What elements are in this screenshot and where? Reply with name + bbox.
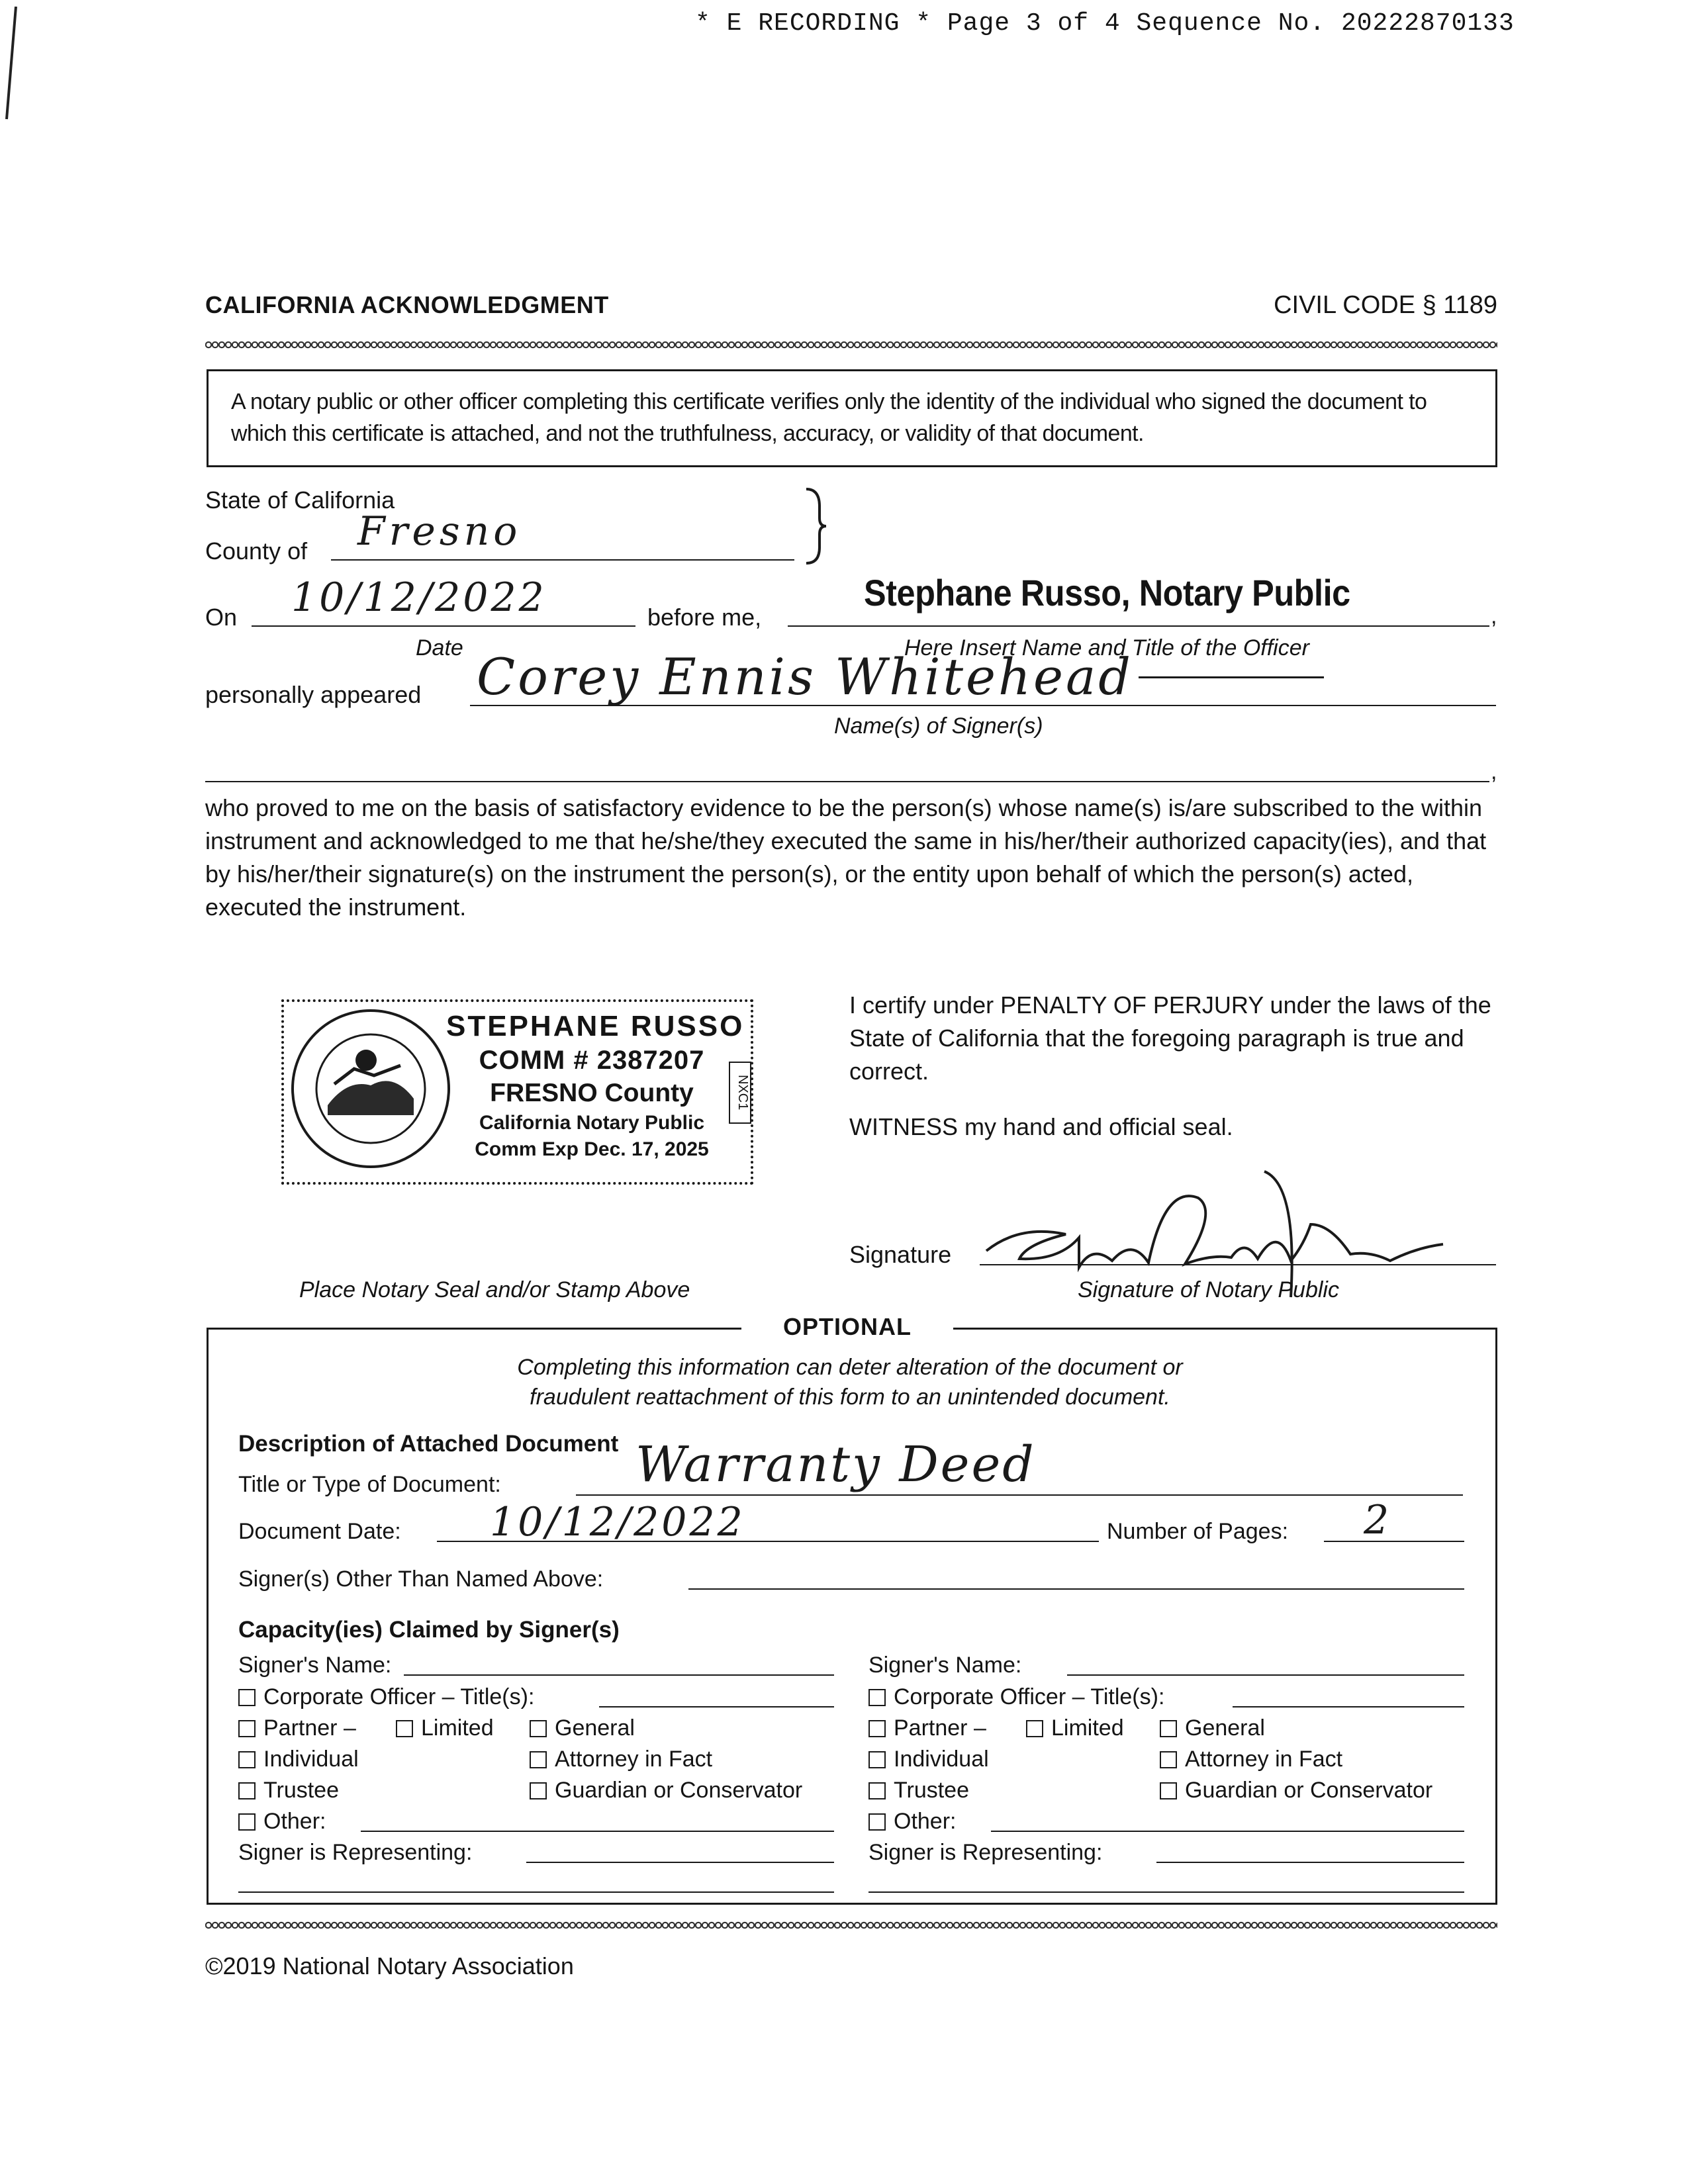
decorative-border-top xyxy=(205,338,1497,352)
partner-left[interactable] xyxy=(238,1714,356,1743)
corporate-title-line-right[interactable] xyxy=(1233,1706,1464,1707)
signer-dash xyxy=(1139,676,1324,678)
notary-stamp xyxy=(281,999,753,1185)
signature-caption: Signature of Notary Public xyxy=(1078,1277,1339,1302)
officer-line xyxy=(788,625,1489,627)
trustee-left[interactable] xyxy=(238,1776,339,1805)
pages-line xyxy=(1324,1541,1464,1542)
signer-name-line-right[interactable] xyxy=(1067,1674,1464,1676)
individual-label: Individual xyxy=(263,1747,359,1772)
limited-right[interactable] xyxy=(1026,1714,1124,1743)
checkbox[interactable] xyxy=(868,1782,886,1799)
title-handwritten: Warranty Deed xyxy=(635,1436,1036,1493)
representing-line2-right[interactable] xyxy=(868,1891,1464,1893)
certify-text: I certify under PENALTY OF PERJURY under the laws of the State of California that the foregoing paragraph is true and correct. xyxy=(849,991,1491,1085)
officer-name: Stephane Russo, Notary Public xyxy=(864,572,1350,614)
signer-name-label-left: Signer's Name: xyxy=(238,1653,392,1678)
form-title: CALIFORNIA ACKNOWLEDGMENT xyxy=(205,291,609,318)
optional-heading: OPTIONAL xyxy=(741,1313,953,1341)
corporate-officer-left[interactable] xyxy=(238,1683,534,1711)
county-label: County of xyxy=(205,537,308,565)
corporate-officer-right[interactable] xyxy=(868,1683,1164,1711)
general-label: General xyxy=(1185,1715,1265,1741)
checkbox[interactable] xyxy=(238,1751,256,1768)
checkbox[interactable] xyxy=(1026,1720,1043,1737)
stamp-side-tag: NXC1 xyxy=(729,1062,751,1124)
trustee-right[interactable] xyxy=(868,1776,969,1805)
other-right[interactable] xyxy=(868,1807,956,1836)
officer-caption: Here Insert Name and Title of the Officer xyxy=(904,635,1309,660)
checkbox[interactable] xyxy=(868,1720,886,1737)
pages-handwritten: 2 xyxy=(1364,1497,1389,1543)
optional-intro-2: fraudulent reattachment of this form to an unintended document. xyxy=(530,1385,1170,1410)
title-line xyxy=(576,1494,1463,1496)
individual-label: Individual xyxy=(894,1747,989,1772)
partner-label: Partner – xyxy=(263,1715,356,1741)
on-label: On xyxy=(205,604,238,631)
decorative-border-bottom xyxy=(205,1918,1497,1933)
general-right[interactable] xyxy=(1160,1714,1265,1743)
before-me-label: before me, xyxy=(647,604,762,631)
guardian-label: Guardian or Conservator xyxy=(1185,1778,1433,1803)
guardian-left[interactable] xyxy=(530,1776,802,1805)
doc-date-handwritten: 10/12/2022 xyxy=(490,1499,745,1545)
checkbox[interactable] xyxy=(1160,1751,1177,1768)
signer-caption: Name(s) of Signer(s) xyxy=(834,713,1043,739)
title-label: Title or Type of Document: xyxy=(238,1472,501,1497)
signer-extra-comma: , xyxy=(1491,759,1497,784)
civil-code: CIVIL CODE § 1189 xyxy=(1274,291,1497,319)
footer-copyright: ©2019 National Notary Association xyxy=(205,1952,574,1979)
county-handwritten: Fresno xyxy=(357,508,522,555)
trustee-label: Trustee xyxy=(894,1778,970,1803)
limited-label: Limited xyxy=(421,1715,494,1741)
representing-label-left: Signer is Representing: xyxy=(238,1840,473,1865)
limited-left[interactable] xyxy=(396,1714,494,1743)
signer-name-line-left[interactable] xyxy=(404,1674,834,1676)
checkbox[interactable] xyxy=(1160,1782,1177,1799)
county-brace xyxy=(802,486,829,566)
individual-left[interactable] xyxy=(238,1745,359,1774)
checkbox[interactable] xyxy=(238,1720,256,1737)
signer-handwritten: Corey Ennis Whitehead xyxy=(477,647,1133,706)
signature-label: Signature xyxy=(849,1241,952,1268)
acknowledgment-body: who proved to me on the basis of satisfactory evidence to be the person(s) whose name(s) is/are subscribed to the within instrument and acknowledged to me that he/she/they executed the same in his/her/their authorized capacity(ies), and that by his/her/their signature(s) on the instrument the person(s), or the entity upon behalf of which the person(s) acted, executed the instrument. xyxy=(205,794,1487,921)
checkbox[interactable] xyxy=(530,1720,547,1737)
representing-line2-left[interactable] xyxy=(238,1891,834,1893)
checkbox[interactable] xyxy=(868,1813,886,1831)
other-label: Other: xyxy=(263,1809,326,1834)
notice-text: A notary public or other officer completing this certificate verifies only the identity of the individual who signed the document to which this certificate is attached, and not the truthfulness, accuracy, or validity of that document. xyxy=(231,389,1427,446)
appeared-label: personally appeared xyxy=(205,681,422,708)
checkbox[interactable] xyxy=(530,1751,547,1768)
officer-comma: , xyxy=(1491,604,1497,629)
guardian-label: Guardian or Conservator xyxy=(555,1778,803,1803)
desc-heading: Description of Attached Document xyxy=(238,1431,619,1457)
checkbox[interactable] xyxy=(530,1782,547,1799)
attorney-label: Attorney in Fact xyxy=(555,1747,713,1772)
partner-right[interactable] xyxy=(868,1714,986,1743)
other-label: Other: xyxy=(894,1809,957,1834)
partner-label: Partner – xyxy=(894,1715,986,1741)
signer-extra-line xyxy=(205,781,1489,782)
representing-line-left[interactable] xyxy=(526,1862,834,1863)
corporate-officer-label: Corporate Officer – Title(s): xyxy=(263,1684,535,1709)
county-line xyxy=(331,559,794,561)
checkbox[interactable] xyxy=(1160,1720,1177,1737)
stamp-comm: COMM # 2387207 xyxy=(479,1046,705,1075)
representing-line-right[interactable] xyxy=(1156,1862,1464,1863)
stamp-title: California Notary Public xyxy=(479,1112,705,1134)
attorney-right[interactable] xyxy=(1160,1745,1342,1774)
corporate-title-line-left[interactable] xyxy=(599,1706,834,1707)
attorney-label: Attorney in Fact xyxy=(1185,1747,1343,1772)
state-label: State of California xyxy=(205,486,395,514)
guardian-right[interactable] xyxy=(1160,1776,1432,1805)
general-label: General xyxy=(555,1715,635,1741)
notice-box xyxy=(207,369,1497,467)
stamp-name: STEPHANE RUSSO xyxy=(446,1010,745,1042)
checkbox[interactable] xyxy=(396,1720,413,1737)
stamp-county: FRESNO County xyxy=(490,1079,694,1107)
doc-date-label: Document Date: xyxy=(238,1519,401,1544)
other-left[interactable] xyxy=(238,1807,326,1836)
signer-name-label-right: Signer's Name: xyxy=(868,1653,1022,1678)
corporate-officer-label: Corporate Officer – Title(s): xyxy=(894,1684,1165,1709)
other-signers-line xyxy=(688,1588,1464,1590)
date-caption: Date xyxy=(416,635,463,660)
date-handwritten: 10/12/2022 xyxy=(291,574,547,621)
checkbox[interactable] xyxy=(238,1689,256,1706)
checkbox[interactable] xyxy=(238,1813,256,1831)
other-line-left[interactable] xyxy=(361,1831,834,1832)
scan-mark xyxy=(0,0,26,126)
seal-caption: Place Notary Seal and/or Stamp Above xyxy=(299,1277,690,1302)
optional-intro-1: Completing this information can deter alteration of the document or xyxy=(517,1355,1183,1380)
recording-header: * E RECORDING * Page 3 of 4 Sequence No. 20222870133 xyxy=(695,9,1515,38)
general-left[interactable] xyxy=(530,1714,635,1743)
other-line-right[interactable] xyxy=(991,1831,1464,1832)
checkbox[interactable] xyxy=(868,1751,886,1768)
optional-box xyxy=(207,1328,1497,1905)
checkbox[interactable] xyxy=(238,1782,256,1799)
capacity-heading: Capacity(ies) Claimed by Signer(s) xyxy=(238,1617,620,1643)
attorney-left[interactable] xyxy=(530,1745,712,1774)
stamp-expiry: Comm Exp Dec. 17, 2025 xyxy=(475,1138,709,1160)
checkbox[interactable] xyxy=(868,1689,886,1706)
trustee-label: Trustee xyxy=(263,1778,340,1803)
other-signers-label: Signer(s) Other Than Named Above: xyxy=(238,1567,604,1592)
pages-label: Number of Pages: xyxy=(1107,1519,1289,1544)
state-seal xyxy=(288,1006,453,1171)
date-line xyxy=(252,625,635,627)
witness-text: WITNESS my hand and official seal. xyxy=(849,1113,1233,1140)
individual-right[interactable] xyxy=(868,1745,989,1774)
representing-label-right: Signer is Representing: xyxy=(868,1840,1103,1865)
limited-label: Limited xyxy=(1051,1715,1124,1741)
